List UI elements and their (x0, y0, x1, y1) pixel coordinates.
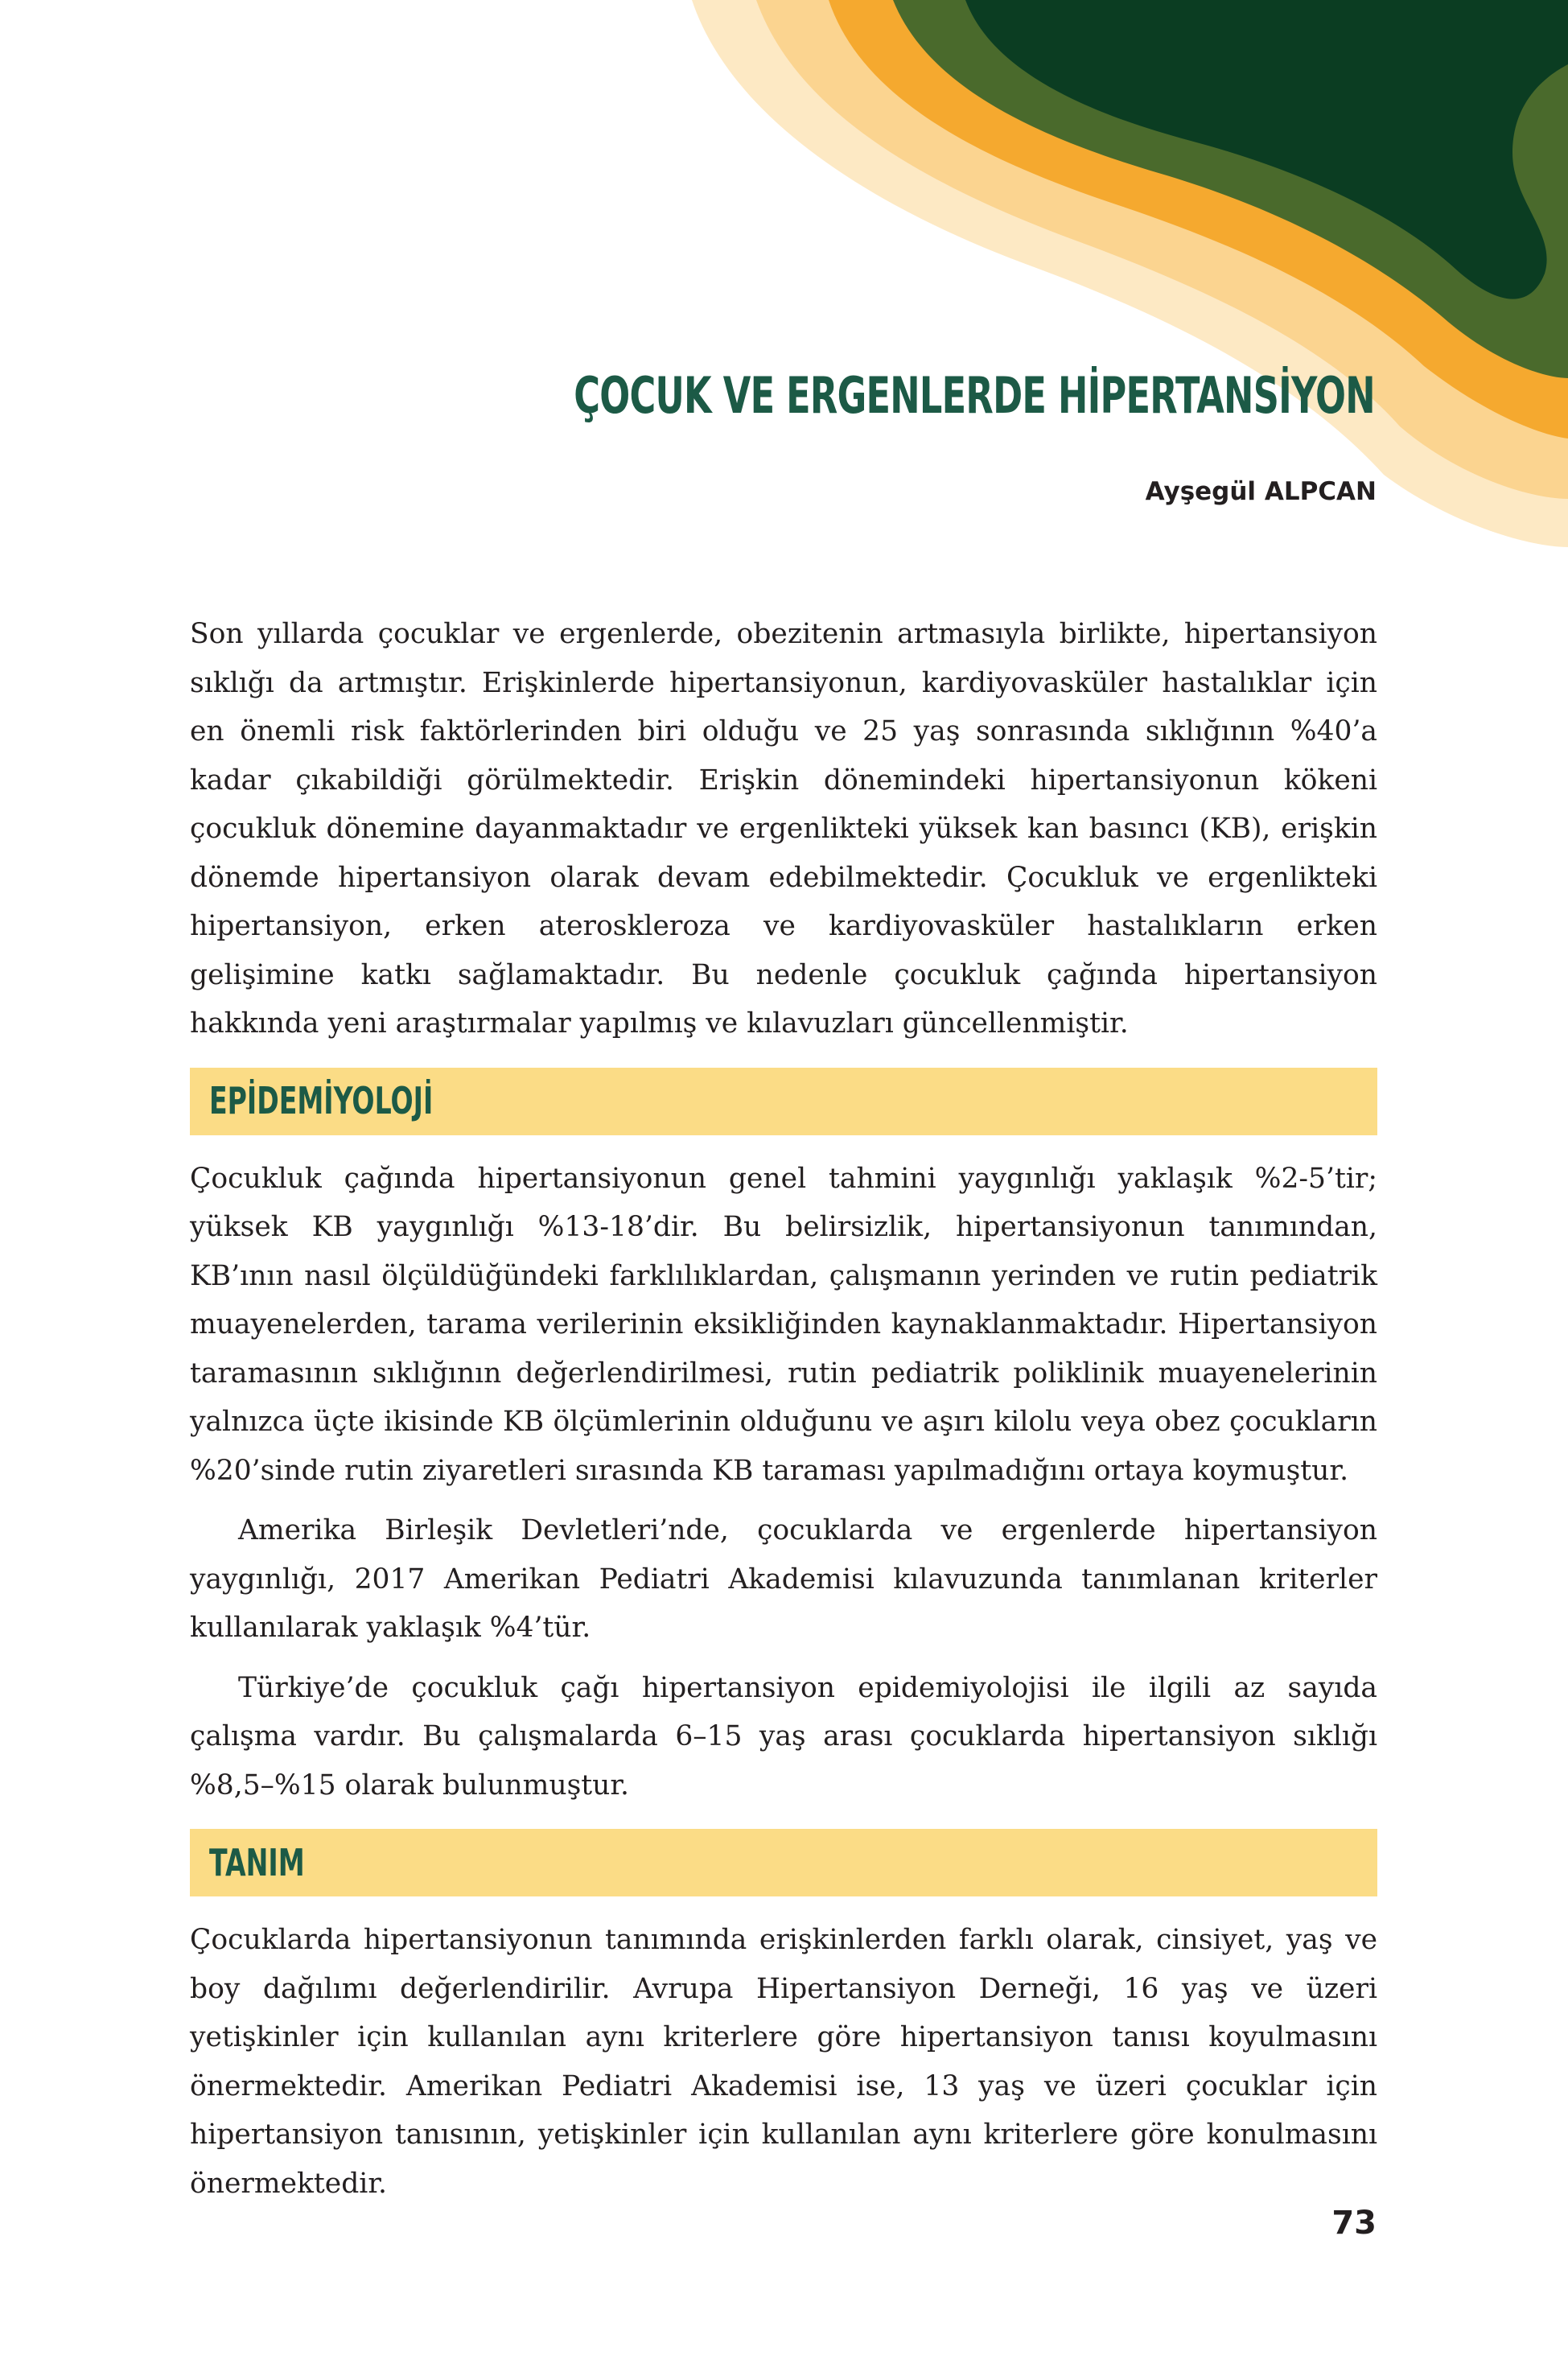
section-heading-tanim (190, 1829, 1377, 1896)
chapter-body (190, 610, 1377, 2219)
paragraph: Amerika Birleşik Devletleri’nde, çocuklarda ve ergenlerde hipertansiyon yaygınlığı, 2017 Amerikan Pediatri Akademisi kılavuzunda tanımlanan kriterler kullanılarak yaklaşık %4’tür. (190, 1514, 1377, 1644)
paragraph: Çocuklarda hipertansiyonun tanımında erişkinlerden farklı olarak, cinsiyet, yaş ve boy dağılımı değerlendirilir. Avrupa Hipertansiyon Derneği, 16 yaş ve üzeri yetişkinler için kullanılan aynı kriterlere göre hipertansiyon tanısı koyulmasını önermektedir. Amerikan Pediatri Akademisi ise, 13 yaş ve üzeri çocuklar için hipertansiyon tanısının, yetişkinler için kullanılan aynı kriterlere göre konulmasını önermektedir. (190, 1924, 1377, 2200)
page-number: 73 (1331, 2205, 1377, 2242)
paragraph: Çocukluk çağında hipertansiyonun genel tahmini yaygınlığı yaklaşık %2-5’tir; yüksek KB yaygınlığı %13-18’dir. Bu belirsizlik, hipertansiyonun tanımından, KB’ının nasıl ölçüldüğündeki farklılıklardan, çalışmanın yerinden ve rutin pediatrik muayenelerden, tarama verilerinin eksikliğinden kaynaklanmaktadır. Hipertansiyon taramasının sıklığının değerlendirilmesi, rutin pediatrik poliklinik muayenelerinin yalnızca üçte ikisinde KB ölçümlerinin olduğunu ve aşırı kilolu veya obez çocukların %20’sinde rutin ziyaretleri sırasında KB taraması yapılmadığını ortaya koymuştur. (190, 1162, 1377, 1487)
section-heading-label: TANIM (209, 1840, 305, 1884)
paragraph: Türkiye’de çocukluk çağı hipertansiyon epidemiyolojisi ile ilgili az sayıda çalışma vardır. Bu çalışmalarda 6–15 yaş arası çocuklarda hipertansiyon sıklığı %8,5–%15 olarak bulunmuştur. (190, 1671, 1377, 1802)
section-heading-label: EPİDEMİYOLOJİ (209, 1079, 434, 1123)
intro-paragraph: Son yıllarda çocuklar ve ergenlerde, obezitenin artmasıyla birlikte, hipertansiyon sıklığı da artmıştır. Erişkinlerde hipertansiyonun, kardiyovasküler hastalıklar için en önemli risk faktörlerinden biri olduğu ve 25 yaş sonrasında sıklığının %40’a kadar çıkabildiği görülmektedir. Erişkin dönemindeki hipertansiyonun kökeni çocukluk dönemine dayanmaktadır ve ergenlikteki yüksek kan basıncı (KB), erişkin dönemde hipertansiyon olarak devam edebilmektedir. Çocukluk ve ergenlikteki hipertansiyon, erken ateroskleroza ve kardiyovasküler hastalıkların erken gelişimine katkı sağlamaktadır. Bu nedenle çocukluk çağında hipertansiyon hakkında yeni araştırmalar yapılmış ve kılavuzları güncellenmiştir. (190, 618, 1377, 1040)
author-name: Ayşegül ALPCAN (1145, 477, 1377, 506)
section-heading-epidemiyoloji (190, 1068, 1377, 1135)
chapter-title: ÇOCUK VE ERGENLERDE HİPERTANSİYON (574, 366, 1375, 425)
